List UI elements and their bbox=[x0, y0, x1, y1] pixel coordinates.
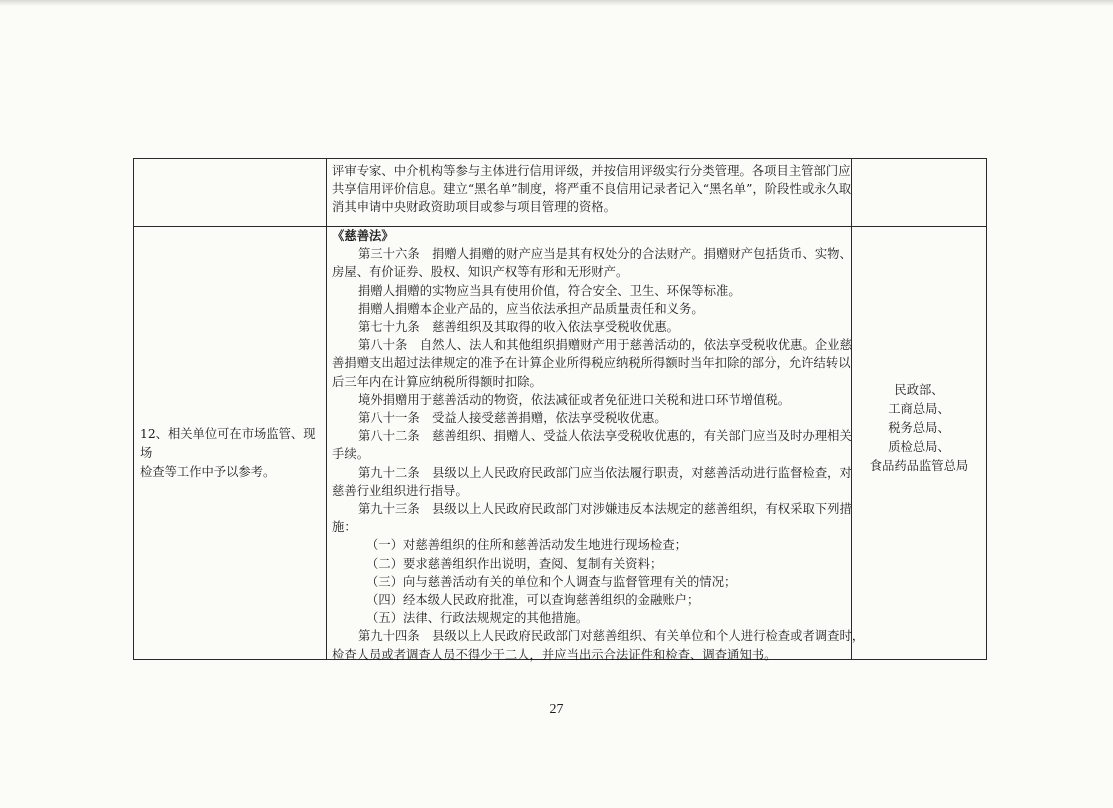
article-93-line-1: 第九十三条 县级以上人民政府民政部门对涉嫌违反本法规定的慈善组织，有权采取下列措 bbox=[358, 502, 852, 517]
paragraph-line: 境外捐赠用于慈善活动的物资，依法减征或者免征进口关税和进口环节增值税。 bbox=[358, 392, 791, 407]
regulation-table bbox=[133, 158, 987, 660]
department-list bbox=[852, 381, 986, 476]
page-number: 27 bbox=[549, 702, 564, 717]
measure-item: （五）法律、行政法规规定的其他措施。 bbox=[366, 611, 589, 626]
article-80-line-3: 后三年内在计算应纳税所得额时扣除。 bbox=[332, 374, 542, 389]
article-93-line-2: 施： bbox=[332, 520, 357, 535]
article-36-line-1: 第三十六条 捐赠人捐赠的财产应当是其有权处分的合法财产。捐赠财产包括货币、实物、 bbox=[358, 247, 852, 262]
article-79-line: 第七十九条 慈善组织及其取得的收入依法享受税收优惠。 bbox=[358, 320, 680, 335]
department-item: 食品药品监管总局 bbox=[869, 459, 969, 473]
measure-item: （二）要求慈善组织作出说明，查阅、复制有关资料； bbox=[366, 556, 663, 571]
article-81-line: 第八十一条 受益人接受慈善捐赠，依法享受税收优惠。 bbox=[358, 411, 667, 426]
law-title: 《慈善法》 bbox=[332, 228, 394, 243]
law-content-cell bbox=[327, 227, 865, 662]
article-92-line-2: 慈善行业组织进行指导。 bbox=[332, 483, 468, 498]
article-82-line-2: 手续。 bbox=[332, 447, 370, 462]
measure-item: （一）对慈善组织的住所和慈善活动发生地进行现场检查； bbox=[366, 538, 688, 553]
paragraph-line: 捐赠人捐赠本企业产品的，应当依法承担产品质量责任和义务。 bbox=[358, 301, 704, 316]
department-item: 质检总局、 bbox=[888, 440, 950, 454]
department-cell-empty bbox=[852, 159, 986, 226]
measure-item: （四）经本级人民政府批准，可以查询慈善组织的金融账户； bbox=[366, 593, 700, 608]
department-cell bbox=[852, 227, 986, 659]
item-line: 检查等工作中予以参考。 bbox=[140, 465, 276, 479]
measure-item: （三）向与慈善活动有关的单位和个人调查与监督管理有关的情况； bbox=[366, 574, 737, 589]
item-cell-empty bbox=[134, 159, 327, 226]
article-80-line-2: 善捐赠支出超过法律规定的准予在计算企业所得税应纳税所得额时当年扣除的部分，允许结转以 bbox=[332, 356, 851, 371]
paragraph-line: 捐赠人捐赠的实物应当具有使用价值，符合安全、卫生、环保等标准。 bbox=[358, 283, 741, 298]
article-36-line-2: 房屋、有价证券、股权、知识产权等有形和无形财产。 bbox=[332, 265, 629, 280]
item-cell bbox=[134, 227, 327, 659]
table-row-item-12 bbox=[134, 227, 986, 662]
department-item: 民政部、 bbox=[894, 383, 944, 397]
article-94-line-2: 检查人员或者调查人员不得少于二人，并应当出示合法证件和检查、调查通知书。 bbox=[332, 647, 777, 662]
scan-edge-shadow bbox=[0, 0, 1113, 6]
text-line: 共享信用评价信息。建立“黑名单”制度，将严重不良信用记录者记入“黑名单”，阶段性或永久取 bbox=[332, 182, 852, 197]
text-line: 消其申请中央财政资助项目或参与项目管理的资格。 bbox=[332, 200, 616, 215]
content-cell-continued bbox=[327, 159, 852, 226]
article-82-line-1: 第八十二条 慈善组织、捐赠人、受益人依法享受税收优惠的，有关部门应当及时办理相关 bbox=[358, 429, 852, 444]
item-description bbox=[140, 425, 324, 482]
article-94-line-1: 第九十四条 县级以上人民政府民政部门对慈善组织、有关单位和个人进行检查或者调查时， bbox=[358, 629, 865, 644]
department-item: 税务总局、 bbox=[888, 421, 950, 435]
item-line: 12、相关单位可在市场监管、现场 bbox=[140, 427, 316, 460]
article-92-line-1: 第九十二条 县级以上人民政府民政部门应当依法履行职责，对慈善活动进行监督检查，对 bbox=[358, 465, 852, 480]
department-item: 工商总局、 bbox=[888, 402, 950, 416]
article-80-line-1: 第八十条 自然人、法人和其他组织捐赠财产用于慈善活动的，依法享受税收优惠。企业慈 bbox=[358, 338, 852, 353]
table-row-continued bbox=[134, 159, 986, 227]
text-line: 评审专家、中介机构等参与主体进行信用评级，并按信用评级实行分类管理。各项目主管部门应 bbox=[332, 164, 851, 178]
